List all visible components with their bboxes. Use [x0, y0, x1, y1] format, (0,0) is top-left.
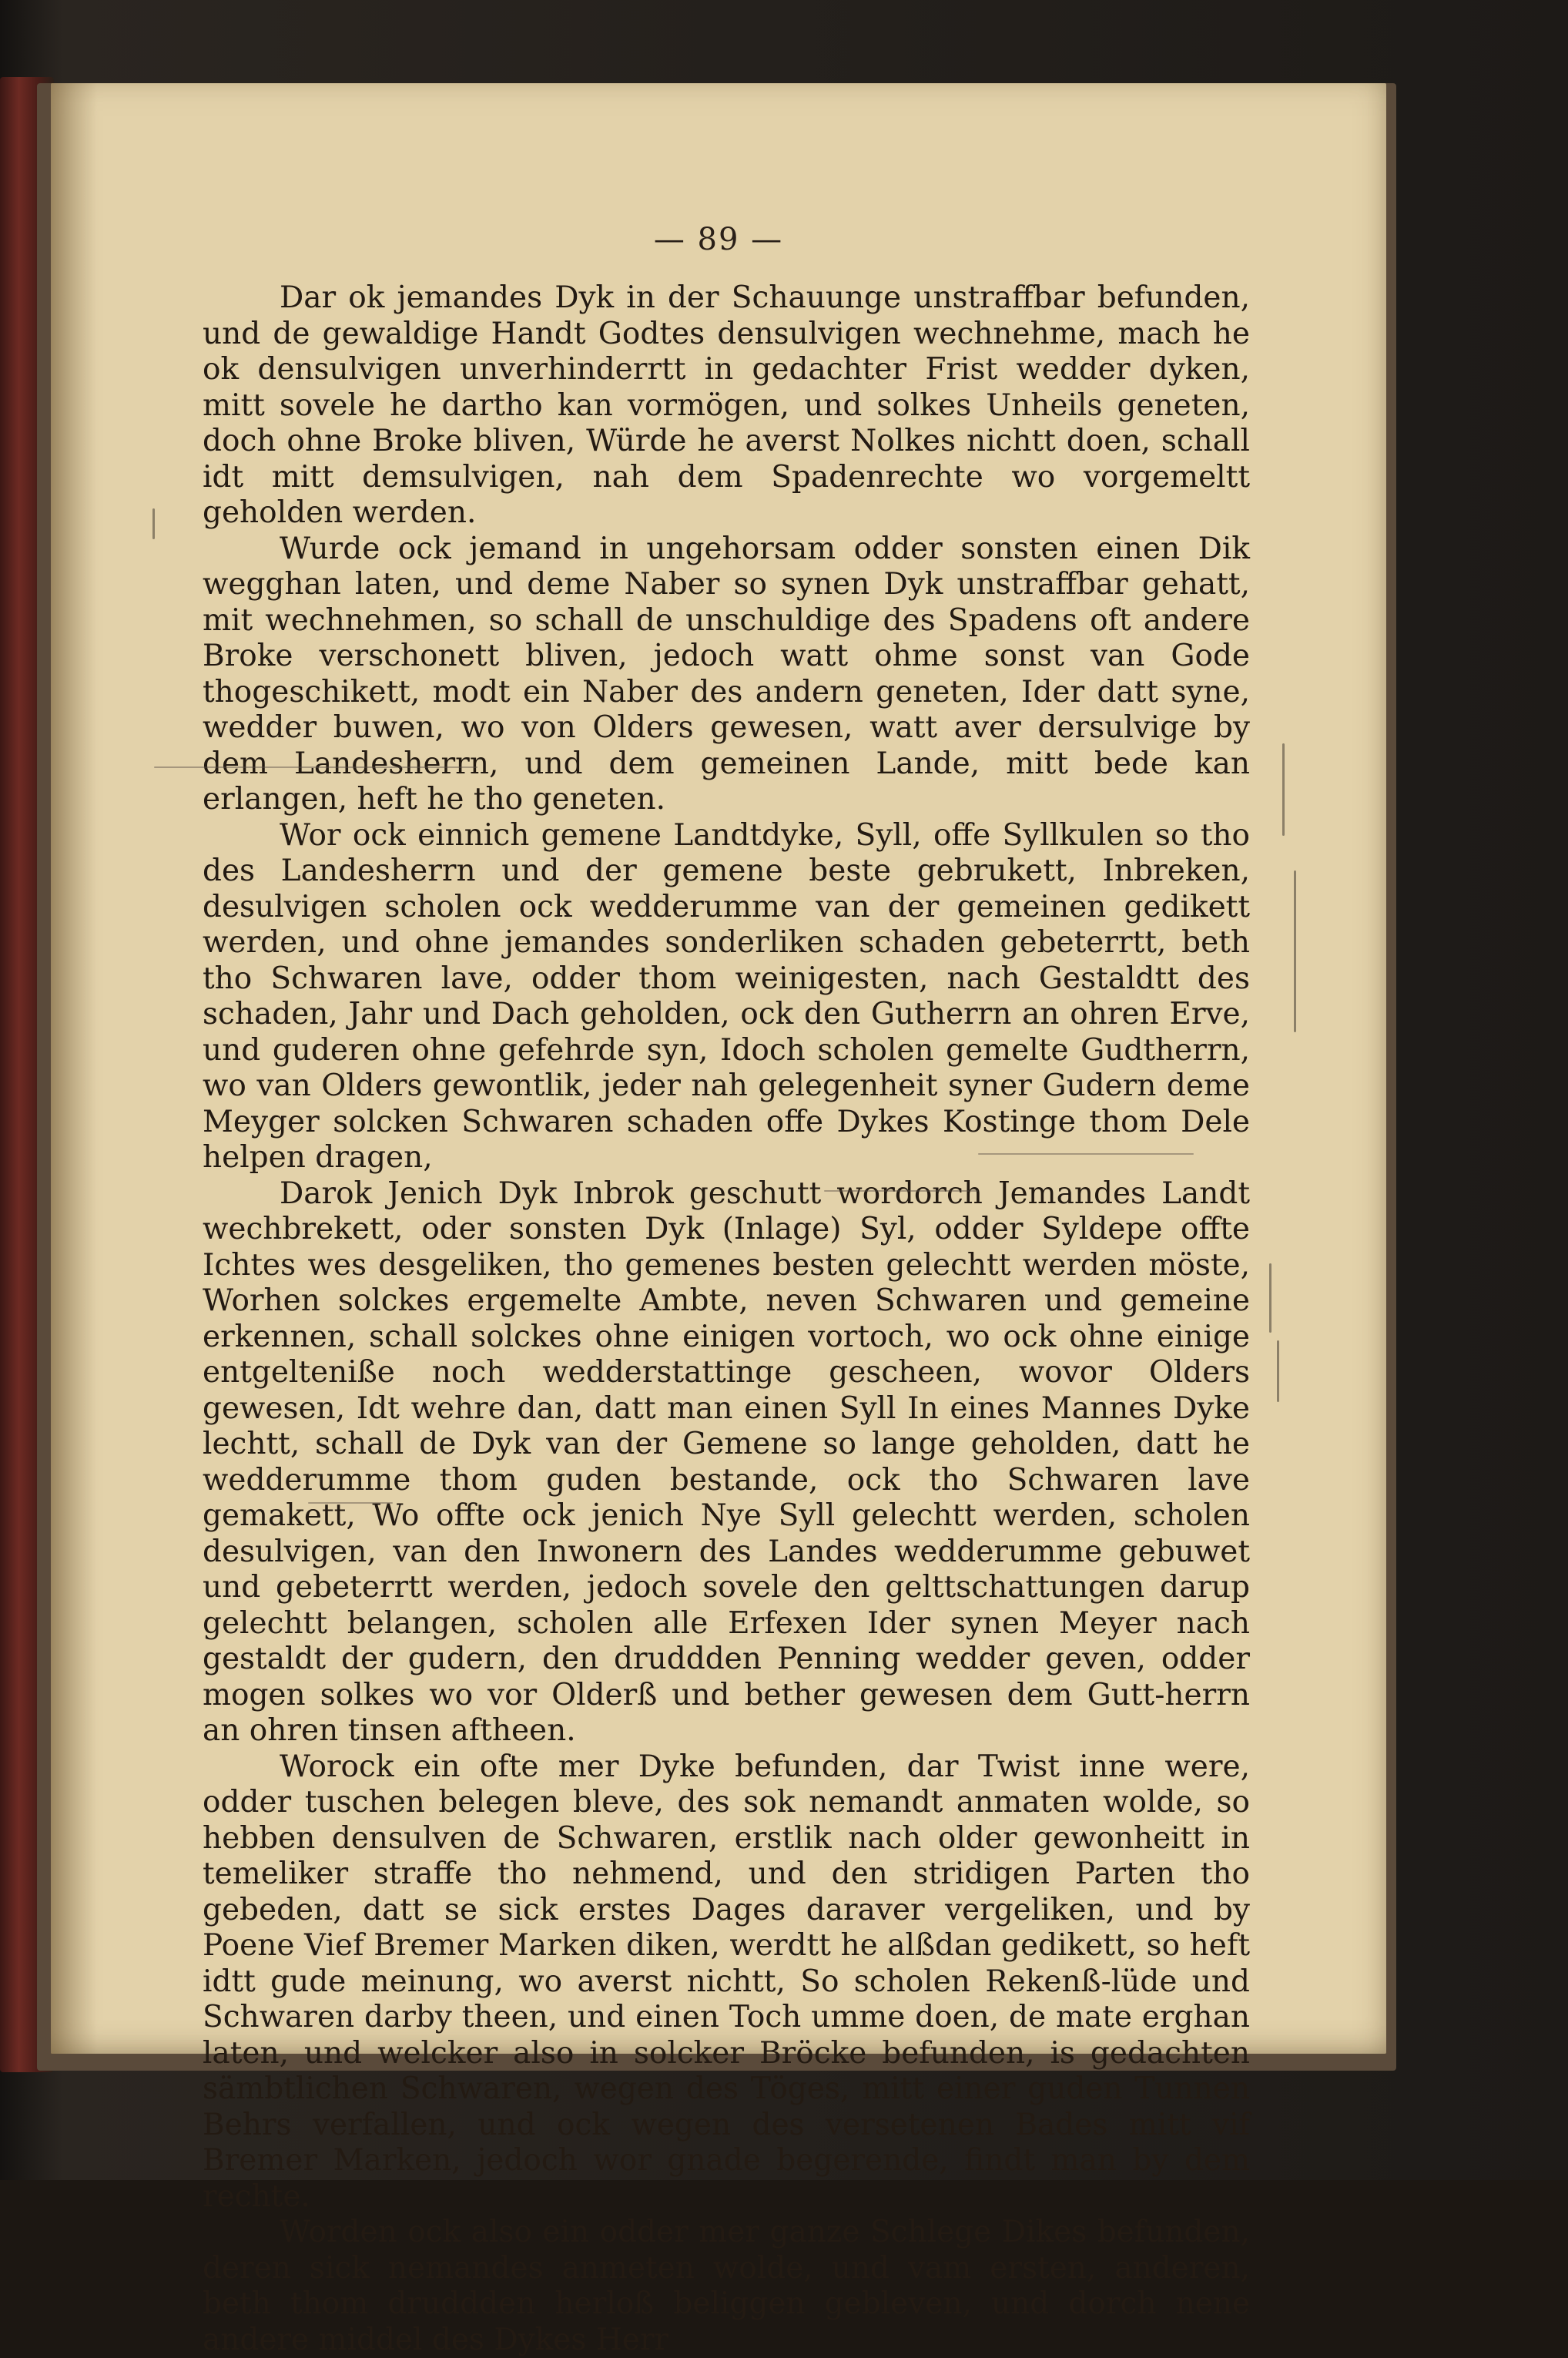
page-number: — 89 —: [653, 222, 784, 257]
page-gutter-shadow: [51, 83, 97, 2054]
pencil-underline: [824, 1190, 978, 1192]
page-body: [203, 280, 1250, 2358]
paragraph: Darok Jenich Dyk Inbrok geschutt wordorch Jemandes Landt wechbrekett, oder sonsten Dyk (Inlage) Syl, odder Syldepe offte Ichtes wes desgeliken, tho gemenes besten gelechtt werden möste, Worhen solckes ergemelte Ambte, neven Schwaren und gemeine erkennen, schall solckes ohne einigen vortoch, wo ock ohne einige entgelteniße noch wedderstattinge gescheen, wovor Olders gewesen, Idt wehre dan, datt man einen Syll In eines Mannes Dyke lechtt, schall de Dyk van der Gemene so lange geholden, datt he wedderumme thom guden bestande, ock tho Schwaren lave gemakett, Wo offte ock jenich Nye Syll gelechtt werden, scholen desulvigen, van den Inwonern des Landes wedderumme gebuwet und gebeterrtt werden, jedoch sovele den gelttschattungen darup gelechtt belangen, scholen alle Erfexen Ider synen Meyer nach gestaldt der gudern, den druddden Penning wedder geven, odder mogen solkes wo vor Olderß und bether gewesen dem Gutt-herrn an ohren tinsen aftheen.: [203, 1176, 1250, 1748]
paragraph: Wor ock einnich gemene Landtdyke, Syll, offe Syllkulen so tho des Landesherrn und der gemene beste gebrukett, Inbreken, desulvigen scholen ock wedderumme van der gemeinen gedikett werden, und ohne jemandes sonderliken schaden gebeterrtt, beth tho Schwaren lave, odder thom weinigesten, nach Gestaldtt des schaden, Jahr und Dach geholden, ock den Gutherrn an ohren Erve, und guderen ohne gefehrde syn, Idoch scholen gemelte Gudtherrn, wo van Olders gewontlik, jeder nah gelegenheit syner Gudern deme Meyger solcken Schwaren schaden offe Dykes Kostinge thom Dele helpen dragen,: [203, 817, 1250, 1175]
paragraph: Worock ein ofte mer Dyke befunden, dar Twist inne were, odder tuschen belegen bleve, des sok nemandt anmaten wolde, so hebben densulven de Schwaren, erstlik nach older gewonheitt in temeliker straffe tho nehmend, und den stridigen Parten tho gebeden, datt se sick erstes Dages daraver vergeliken, und by Poene Vief Bremer Marken diken, werdtt he alßdan gedikett, so heft idtt gude meinung, wo averst nichtt, So scholen Rekenß-lüde und Schwaren darby theen, und einen Toch umme doen, de mate erghan laten, und welcker also in solcker Bröcke befunden, is gedachten sämbtlichen Schwaren, wegen des Töges, mitt einer guden Tunnen Behrs verfallen, und ock wegen des versetenen Bades mitt vif Bremer Marken, jedoch wor gnade begerende, findt man by dem rechte.: [203, 1749, 1250, 2214]
pencil-underline: [154, 766, 477, 768]
pencil-margin-mark: [1277, 1340, 1279, 1402]
pencil-margin-mark: [1294, 870, 1296, 1032]
paragraph: Dar ok jemandes Dyk in der Schauunge unstraffbar befunden, und de gewaldige Handt Godtes densulvigen wechnehme, mach he ok densulvigen unverhinderrtt in gedachter Frist wedder dyken, mitt sovele he dartho kan vormögen, und solkes Unheils geneten, doch ohne Broke bliven, Würde he averst Nolkes nichtt doen, schall idt mitt demsulvigen, nah dem Spadenrechte wo vorgemeltt geholden werden.: [203, 280, 1250, 530]
pencil-margin-mark: [1282, 743, 1285, 836]
pencil-underline: [308, 1502, 393, 1504]
pencil-margin-mark: [1269, 1263, 1271, 1333]
paragraph: Wurde ock jemand in ungehorsam odder sonsten einen Dik wegghan laten, und deme Naber so synen Dyk unstraffbar gehatt, mit wechnehmen, so schall de unschuldige des Spadens oft andere Broke verschonett bliven, jedoch watt ohme sonst van Gode thogeschikett, modt ein Naber des andern geneten, Ider datt syne, wedder buwen, wo von Olders gewesen, watt aver dersulvige by dem Landesherrn, und dem gemeinen Lande, mitt bede kan erlangen, heft he tho geneten.: [203, 531, 1250, 817]
pencil-underline: [978, 1153, 1194, 1155]
pencil-margin-mark: [152, 508, 155, 539]
paragraph: Worden ock also ein odder mer ganze Schlege Dikes befunden, deren sick nemandes anmeten wolde, und vam ersten, anderen, beth thom druddden herloß beliggen gebleven, und dorch nene andere middel des Dykes Herr: [203, 2215, 1250, 2357]
